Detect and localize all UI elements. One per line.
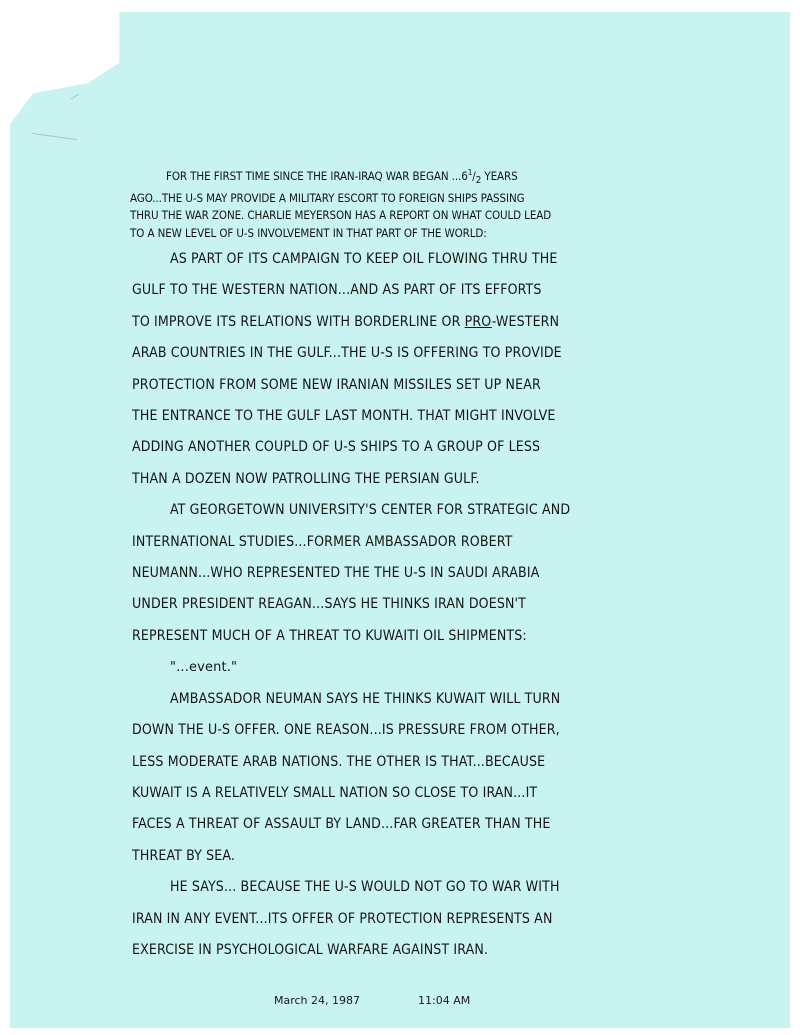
body-line: INTERNATIONAL STUDIES...FORMER AMBASSADOR ROBERT bbox=[132, 533, 513, 550]
intro-line: THRU THE WAR ZONE. CHARLIE MEYERSON HAS A REPORT ON WHAT COULD LEAD bbox=[130, 208, 552, 223]
body-line: HE SAYS... BECAUSE THE U-S WOULD NOT GO TO WAR WITH bbox=[170, 879, 560, 896]
intro-line: TO A NEW LEVEL OF U-S INVOLVEMENT IN THAT PART OF THE WORLD: bbox=[130, 225, 487, 240]
body-line: TO IMPROVE ITS RELATIONS WITH BORDERLINE OR PRO-WESTERN bbox=[132, 313, 560, 330]
underlined-word: PRO bbox=[464, 313, 492, 330]
story-body bbox=[132, 244, 632, 966]
body-line: KUWAIT IS A RELATIVELY SMALL NATION SO CLOSE TO IRAN...IT bbox=[132, 784, 538, 801]
body-line: GULF TO THE WESTERN NATION...AND AS PART OF ITS EFFORTS bbox=[132, 282, 542, 299]
intro-line: AGO...THE U-S MAY PROVIDE A MILITARY ESCORT TO FOREIGN SHIPS PASSING bbox=[130, 190, 525, 205]
body-line: UNDER PRESIDENT REAGAN...SAYS HE THINKS IRAN DOESN'T bbox=[132, 596, 527, 613]
body-line: AS PART OF ITS CAMPAIGN TO KEEP OIL FLOWING THRU THE bbox=[170, 251, 558, 267]
sound-bite-cue: "...event." bbox=[170, 660, 238, 676]
body-line: ARAB COUNTRIES IN THE GULF...THE U-S IS OFFERING TO PROVIDE bbox=[132, 345, 562, 362]
body-line: FACES A THREAT OF ASSAULT BY LAND...FAR GREATER THAN THE bbox=[132, 816, 551, 833]
intro-line: FOR THE FIRST TIME SINCE THE IRAN-IRAQ WAR BEGAN ...6$^1$/2 YEARS bbox=[166, 168, 518, 187]
body-line: AT GEORGETOWN UNIVERSITY'S CENTER FOR STRATEGIC AND bbox=[170, 502, 571, 519]
body-line: THREAT BY SEA. bbox=[132, 847, 236, 864]
body-line: EXERCISE IN PSYCHOLOGICAL WARFARE AGAINST IRAN. bbox=[132, 941, 489, 958]
body-line: NEUMANN...WHO REPRESENTED THE THE U-S IN SAUDI ARABIA bbox=[132, 565, 540, 582]
body-line: REPRESENT MUCH OF A THREAT TO KUWAITI OIL SHIPMENTS: bbox=[132, 627, 527, 644]
body-line: AMBASSADOR NEUMAN SAYS HE THINKS KUWAIT WILL TURN bbox=[170, 690, 561, 707]
body-line: DOWN THE U-S OFFER. ONE REASON...IS PRESSURE FROM OTHER, bbox=[132, 722, 560, 739]
body-line: PROTECTION FROM SOME NEW IRANIAN MISSILES SET UP NEAR bbox=[132, 376, 541, 393]
body-line: LESS MODERATE ARAB NATIONS. THE OTHER IS THAT...BECAUSE bbox=[132, 753, 546, 770]
body-line: IRAN IN ANY EVENT...ITS OFFER OF PROTECTION REPRESENTS AN bbox=[132, 910, 553, 927]
body-line: THE ENTRANCE TO THE GULF LAST MONTH. THAT MIGHT INVOLVE bbox=[132, 408, 556, 425]
body-line: ADDING ANOTHER COUPLD OF U-S SHIPS TO A GROUP OF LESS bbox=[132, 439, 541, 456]
body-line: THAN A DOZEN NOW PATROLLING THE PERSIAN GULF. bbox=[132, 470, 480, 487]
footer-date: March 24, 1987 bbox=[274, 994, 361, 1007]
footer-time: 11:04 AM bbox=[418, 994, 471, 1007]
intro-paragraph bbox=[130, 164, 600, 242]
